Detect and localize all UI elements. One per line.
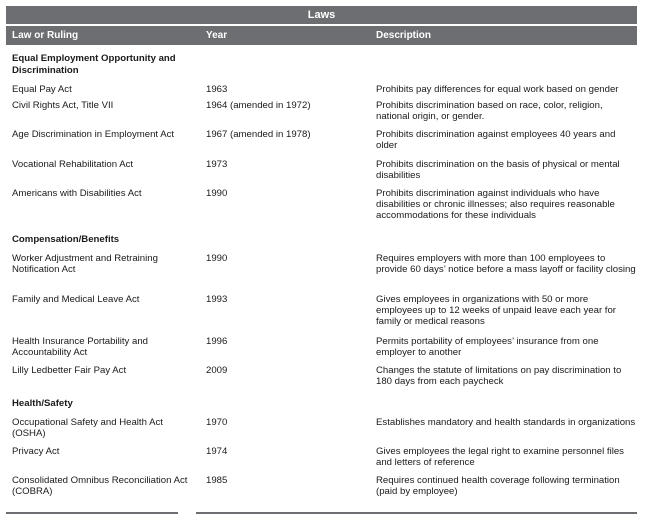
law-name: Family and Medical Leave Act xyxy=(12,294,140,305)
law-year: 1996 xyxy=(206,336,228,347)
law-name: Consolidated Omnibus Reconciliation Act (COBRA) xyxy=(12,475,188,497)
law-name: Age Discrimination in Employment Act xyxy=(12,129,175,140)
law-name: Health Insurance Portability and Accountability Act xyxy=(12,336,148,358)
law-name: Worker Adjustment and Retraining Notification Act xyxy=(12,253,158,275)
law-description: Requires employers with more than 100 employees to provide 60 days’ notice before a mass layoff or facility closing xyxy=(376,253,636,275)
law-year: 1964 (amended in 1972) xyxy=(206,100,311,111)
law-description: Prohibits discrimination against individuals who have disabilities or chronic illnesses; also requires reasonable accommodations for these individuals xyxy=(376,188,615,221)
law-name: Lilly Ledbetter Fair Pay Act xyxy=(12,365,127,376)
law-year: 1993 xyxy=(206,294,228,305)
section-title-health-safety: Health/Safety xyxy=(12,398,73,409)
column-header-description: Description xyxy=(376,30,432,41)
law-name: Privacy Act xyxy=(12,446,60,457)
column-header-year: Year xyxy=(206,30,228,41)
table-title: Laws xyxy=(6,6,637,24)
law-name: Equal Pay Act xyxy=(12,84,72,95)
column-header-law: Law or Ruling xyxy=(12,30,79,41)
section-title-eeo: Equal Employment Opportunity and Discrimination xyxy=(12,53,176,76)
law-name: Civil Rights Act, Title VII xyxy=(12,100,114,111)
law-year: 1990 xyxy=(206,188,228,199)
law-description: Gives employees in organizations with 50 or more employees up to 12 weeks of unpaid leave each year for family or medical reasons xyxy=(376,294,616,327)
bottom-rule-right xyxy=(196,512,637,514)
law-name: Vocational Rehabilitation Act xyxy=(12,159,134,170)
law-year: 2009 xyxy=(206,365,228,376)
law-year: 1973 xyxy=(206,159,228,170)
law-description: Permits portability of employees’ insurance from one employer to another xyxy=(376,336,599,358)
law-year: 1990 xyxy=(206,253,228,264)
law-description: Establishes mandatory and health standards in organizations xyxy=(376,417,636,428)
bottom-rule-left xyxy=(6,512,178,514)
law-year: 1985 xyxy=(206,475,228,486)
law-year: 1963 xyxy=(206,84,228,95)
section-title-compensation: Compensation/Benefits xyxy=(12,234,120,245)
law-name: Occupational Safety and Health Act (OSHA) xyxy=(12,417,163,439)
law-name: Americans with Disabilities Act xyxy=(12,188,142,199)
law-year: 1967 (amended in 1978) xyxy=(206,129,311,140)
law-description: Changes the statute of limitations on pay discrimination to 180 days from each paycheck xyxy=(376,365,622,387)
law-year: 1970 xyxy=(206,417,228,428)
law-description: Prohibits discrimination on the basis of physical or mental disabilities xyxy=(376,159,620,181)
law-description: Prohibits discrimination against employees 40 years and older xyxy=(376,129,616,151)
law-year: 1974 xyxy=(206,446,228,457)
law-description: Prohibits pay differences for equal work based on gender xyxy=(376,84,619,95)
column-header-row xyxy=(6,26,637,45)
law-description: Requires continued health coverage following termination (paid by employee) xyxy=(376,475,620,497)
law-description: Prohibits discrimination based on race, color, religion, national origin, or gender. xyxy=(376,100,603,122)
law-description: Gives employees the legal right to examine personnel files and letters of reference xyxy=(376,446,624,468)
